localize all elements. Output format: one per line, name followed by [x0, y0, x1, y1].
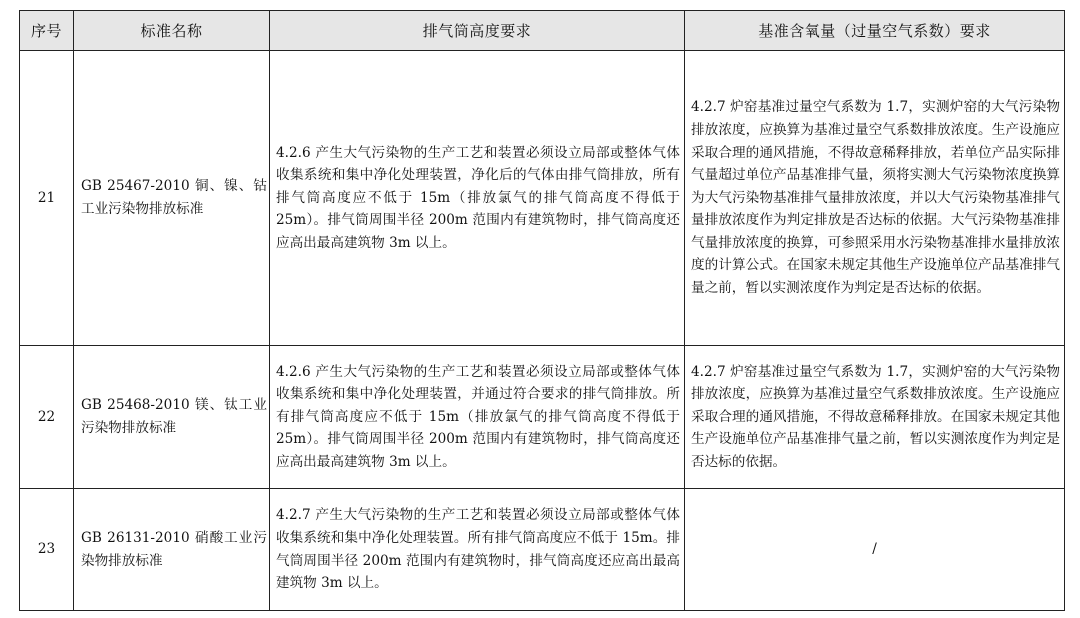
- header-number: 序号: [20, 11, 74, 51]
- row-stack-height-text: 4.2.6 产生大气污染物的生产工艺和装置必须设立局部或整体气体收集系统和集中净化处理装置，并通过符合要求的排气筒排放。所有排气筒高度应不低于 15m（排放氯气的排气筒高度不得低于 25m）。排气筒周围半径 200m 范围内有建筑物时，排气筒高度还应高出最高建筑物 3m 以上。: [270, 346, 685, 489]
- table-header-row: [20, 11, 1065, 51]
- header-oxygen-requirement: 基准含氧量（过量空气系数）要求: [685, 11, 1065, 51]
- row-stack-height-text: 4.2.6 产生大气污染物的生产工艺和装置必须设立局部或整体气体收集系统和集中净化处理装置，净化后的气体由排气筒排放，所有排气筒高度应不低于 15m（排放氯气的排气筒高度不得低于 25m）。排气筒周围半径 200m 范围内有建筑物时，排气筒高度还应高出最高建筑物 3m 以上。: [270, 51, 685, 346]
- header-standard-name: 标准名称: [74, 11, 270, 51]
- header-stack-height: 排气筒高度要求: [270, 11, 685, 51]
- row-oxygen-text: /: [685, 489, 1065, 611]
- standards-table: [19, 10, 1065, 611]
- row-standard-name: GB 25467-2010 铜、镍、钴工业污染物排放标准: [74, 51, 270, 346]
- row-oxygen-text: 4.2.7 炉窑基准过量空气系数为 1.7，实测炉窑的大气污染物排放浓度，应换算为基准过量空气系数排放浓度。生产设施应采取合理的通风措施，不得故意稀释排放，若单位产品实际排气量超过单位产品基准排气量，须将实测大气污染物浓度换算为大气污染物基准排气量排放浓度，并以大气污染物基准排气量排放浓度作为判定排放是否达标的依据。大气污染物基准排气量排放浓度的换算，可参照采用水污染物基准排水量排放浓度的计算公式。在国家未规定其他生产设施单位产品基准排气量之前，暂以实测浓度作为判定是否达标的依据。: [685, 51, 1065, 346]
- row-standard-name: GB 25468-2010 镁、钛工业污染物排放标准: [74, 346, 270, 489]
- standards-table-container: [19, 10, 1064, 611]
- row-number: 22: [20, 346, 74, 489]
- row-number: 21: [20, 51, 74, 346]
- table-row: [20, 489, 1065, 611]
- row-number: 23: [20, 489, 74, 611]
- row-standard-name: GB 26131-2010 硝酸工业污染物排放标准: [74, 489, 270, 611]
- table-row: [20, 346, 1065, 489]
- row-stack-height-text: 4.2.7 产生大气污染物的生产工艺和装置必须设立局部或整体气体收集系统和集中净化处理装置。所有排气筒高度应不低于 15m。排气筒周围半径 200m 范围内有建筑物时，排气筒高度还应高出最高建筑物 3m 以上。: [270, 489, 685, 611]
- table-row: [20, 51, 1065, 346]
- row-oxygen-text: 4.2.7 炉窑基准过量空气系数为 1.7，实测炉窑的大气污染物排放浓度，应换算为基准过量空气系数排放浓度。生产设施应采取合理的通风措施，不得故意稀释排放。在国家未规定其他生产设施单位产品基准排气量之前，暂以实测浓度作为判定是否达标的依据。: [685, 346, 1065, 489]
